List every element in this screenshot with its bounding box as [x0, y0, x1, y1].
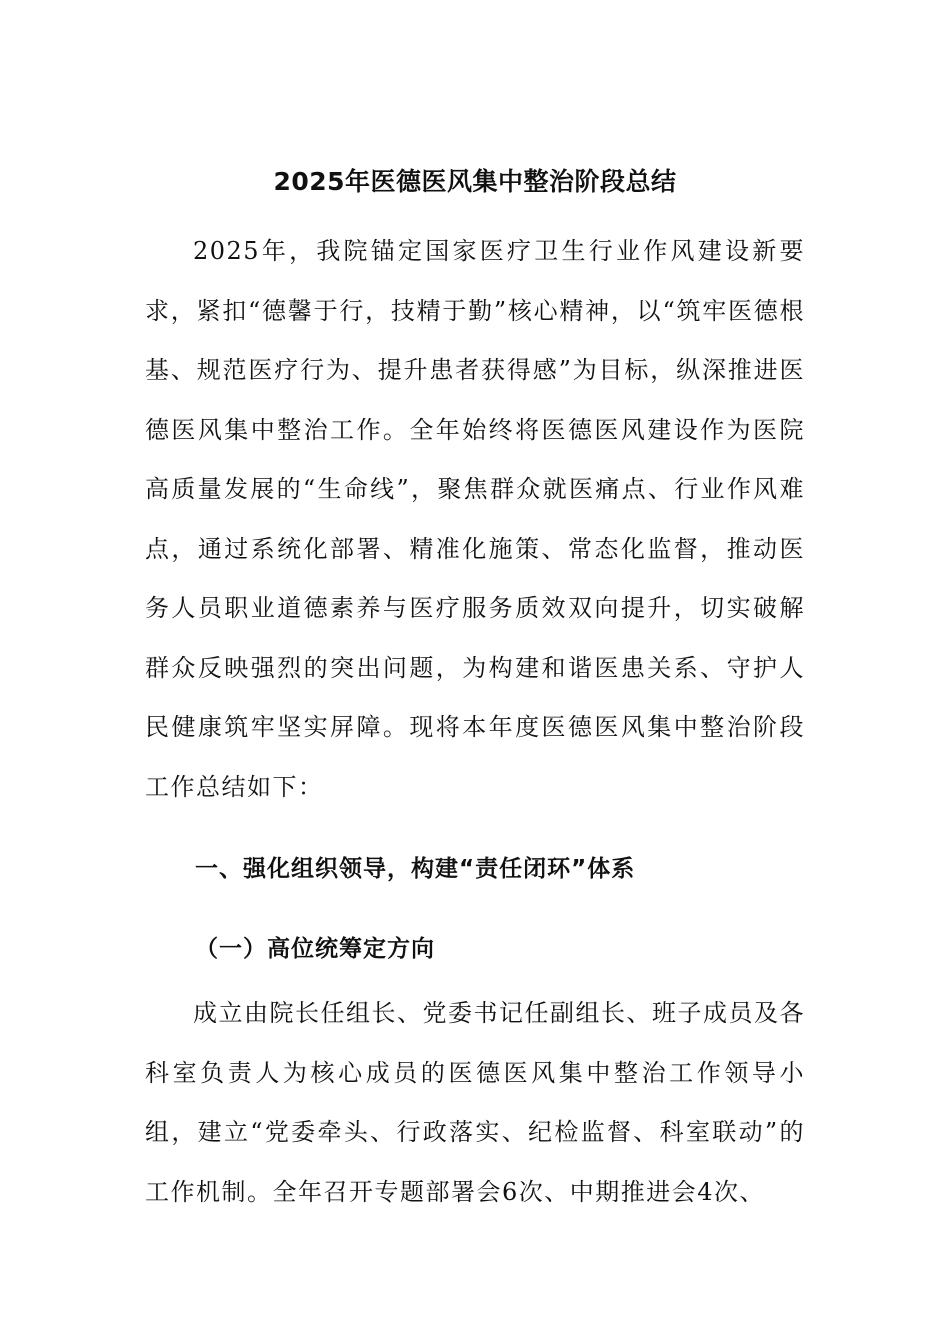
section-heading-1: 一、强化组织领导，构建“责任闭环”体系 — [195, 856, 636, 882]
subsection-paragraph-1: 成立由院长任组长、党委书记任副组长、班子成员及各科室负责人为核心成员的医德医风集中整治工作领导小组，建立“党委牵头、行政落实、纪检监督、科室联动”的工作机制。全年召开专题部署会6次、中期推进会4次、 — [145, 999, 805, 1206]
intro-paragraph: 2025年，我院锚定国家医疗卫生行业作风建设新要求，紧扣“德馨于行，技精于勤”核心精神，以“筑牢医德根基、规范医疗行为、提升患者获得感”为目标，纵深推进医德医风集中整治工作。全年始终将医德医风建设作为医院高质量发展的“生命线”，聚焦群众就医痛点、行业作风难点，通过系统化部署、精准化施策、常态化监督，推动医务人员职业道德素养与医疗服务质效双向提升，切实破解群众反映强烈的突出问题，为构建和谐医患关系、守护人民健康筑牢坚实屏障。现将本年度医德医风集中整治阶段工作总结如下： — [145, 237, 805, 801]
document-title: 2025年医德医风集中整治阶段总结 — [273, 167, 677, 196]
subsection-heading-1: （一）高位统筹定方向 — [195, 936, 435, 962]
